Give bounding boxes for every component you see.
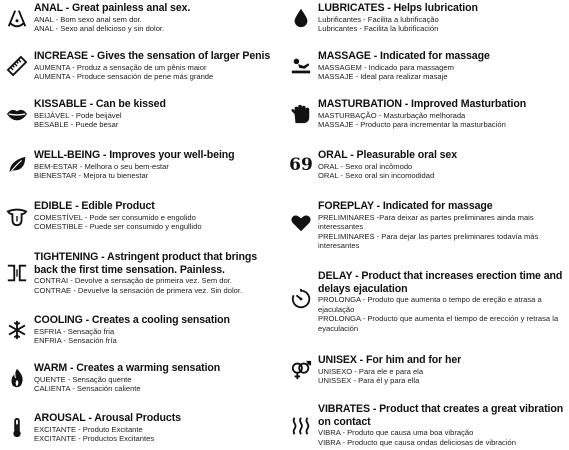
legend-item-anal: [0, 2, 284, 34]
item-line-es: ANAL - Sexo anal delicioso y sin dolor.: [34, 24, 165, 34]
item-line-es: PRELIMINARES - Para dejar las partes preliminares todavía más interesantes: [318, 231, 539, 251]
legend-item-arousal: [0, 412, 284, 444]
item-title: VIBRATES - Product that creates a great vibration on contact: [318, 403, 564, 428]
item-line-es: Lubricantes - Facilita la lubrificación: [318, 24, 439, 34]
item-title: FOREPLAY - Indicated for massage: [318, 200, 493, 212]
legend-item-delay: [284, 270, 569, 333]
item-line-pt: PRELIMINARES -Para deixar as partes preliminares ainda mais interessantes: [318, 212, 534, 232]
flame-icon: [0, 362, 34, 394]
heart-icon: [284, 200, 318, 251]
tongue-icon: [0, 200, 34, 232]
thermometer-icon: [0, 412, 34, 444]
legend-item-cooling: [0, 314, 284, 346]
item-title: AROUSAL - Arousal Products: [34, 412, 181, 424]
item-line-pt: UNISEXO - Para ele e para ela: [318, 366, 424, 376]
item-title: LUBRICATES - Helps lubrication: [318, 2, 478, 14]
item-title: WELL-BEING - Improves your well-being: [34, 149, 235, 161]
item-line-es: MASSAJE - Producto para incrementar la masturbación: [318, 120, 506, 130]
item-line-pt: BEIJÁVEL - Pode beijável: [34, 110, 122, 120]
item-line-pt: BEM-ESTAR - Melhora o seu bem-estar: [34, 161, 169, 171]
legend-item-unisex: [284, 354, 569, 386]
vibration-icon: [284, 403, 318, 447]
item-line-pt: Lubrificantes - Facilita a lubrificação: [318, 14, 439, 24]
item-line-es: ENFRIA - Sensación fría: [34, 336, 117, 346]
legend-item-increase: [0, 50, 284, 82]
item-line-es: CALIENTA - Sensación caliente: [34, 384, 141, 394]
sixty-nine-label: 69: [289, 154, 313, 175]
item-line-es: BIENESTAR - Mejora tu bienestar: [34, 171, 149, 181]
item-line-es: CONTRAE - Devuelve la sensación de primera vez. Sin dolor.: [34, 285, 243, 295]
lips-icon: [0, 98, 34, 130]
item-line-pt: MASSAGEM - Indicado para massagem: [318, 62, 454, 72]
item-line-pt: ESFRIA - Sensação fria: [34, 326, 115, 336]
item-line-es: AUMENTA - Produce sensación de pene más grande: [34, 72, 214, 82]
item-line-pt: ORAL - Sexo oral incômodo: [318, 161, 413, 171]
item-line-pt: VIBRA - Produto que causa uma boa vibração: [318, 428, 474, 437]
legend-item-warm: [0, 362, 284, 394]
item-line-pt: CONTRAI - Devolve a sensação de primeira vez. Sem dor.: [34, 276, 232, 285]
item-line-es: UNISSEX - Para él y para ella: [318, 376, 420, 386]
item-line-pt: EXCITANTE - Produto Excitante: [34, 424, 143, 434]
item-title: KISSABLE - Can be kissed: [34, 98, 166, 110]
leaf-icon: [0, 149, 34, 181]
item-line-es: COMESTIBLE - Puede ser consumido y engullido: [34, 222, 202, 232]
item-title: DELAY - Product that increases erection time and delays ejaculation: [318, 270, 563, 295]
item-line-pt: QUENTE - Sensação quente: [34, 374, 132, 384]
ruler-icon: [0, 50, 34, 82]
item-line-pt: COMESTÍVEL - Pode ser consumido e engolido: [34, 212, 196, 222]
legend-item-massage: [284, 50, 569, 82]
legend-item-well-being: [0, 149, 284, 181]
item-title: TIGHTENING - Astringent product that brings back the first time sensation. Painless.: [34, 251, 258, 276]
legend-item-vibrates: [284, 403, 569, 447]
item-title: INCREASE - Gives the sensation of larger Penis: [34, 50, 271, 62]
hand-icon: [284, 98, 318, 130]
legend-item-oral: [284, 149, 569, 181]
item-line-es: PROLONGA - Producto que aumenta el tiempo de erección y retrasa la eyaculación: [318, 314, 559, 333]
legend-item-kissable: [0, 98, 284, 130]
anal-icon: [0, 2, 34, 34]
item-line-es: ORAL - Sexo oral sin incomodidad: [318, 171, 435, 181]
legend-item-tightening: [0, 251, 284, 295]
item-title: WARM - Creates a warming sensation: [34, 362, 221, 374]
gender-icon: [284, 354, 318, 386]
item-line-es: EXCITANTE - Productos Excitantes: [34, 434, 155, 444]
item-title: COOLING - Creates a cooling sensation: [34, 314, 230, 326]
item-line-pt: ANAL - Bom sexo anal sem dor.: [34, 14, 142, 24]
item-title: MASTURBATION - Improved Masturbation: [318, 98, 527, 110]
item-title: ORAL - Pleasurable oral sex: [318, 149, 458, 161]
item-line-es: VIBRA - Producto que causa ondas deliciosas de vibración: [318, 437, 516, 447]
drop-icon: [284, 2, 318, 34]
legend-item-edible: [0, 200, 284, 232]
item-title: MASSAGE - Indicated for massage: [318, 50, 490, 62]
item-line-es: MASSAJE - Ideal para realizar masaje: [318, 72, 448, 82]
sixty-nine-icon: [284, 149, 318, 181]
item-line-pt: AUMENTA - Produz a sensação de um pênis maior: [34, 62, 207, 72]
snowflake-icon: [0, 314, 34, 346]
legend-item-masturbation: [284, 98, 569, 130]
timer-icon: [284, 270, 318, 333]
item-line-pt: PROLONGA - Produto que aumenta o tempo de ereção e atrasa a ejaculação: [318, 295, 542, 314]
item-title: EDIBLE - Edible Product: [34, 200, 155, 212]
item-line-es: BESABLE - Puede besar: [34, 120, 119, 130]
item-line-pt: MASTURBAÇÃO - Masturbação melhorada: [318, 110, 466, 120]
legend-item-foreplay: [284, 200, 569, 251]
item-title: UNISEX - For him and for her: [318, 354, 462, 366]
massage-icon: [284, 50, 318, 82]
item-title: ANAL - Great painless anal sex.: [34, 2, 191, 14]
legend-item-lubricates: [284, 2, 569, 34]
tightening-icon: [0, 251, 34, 295]
